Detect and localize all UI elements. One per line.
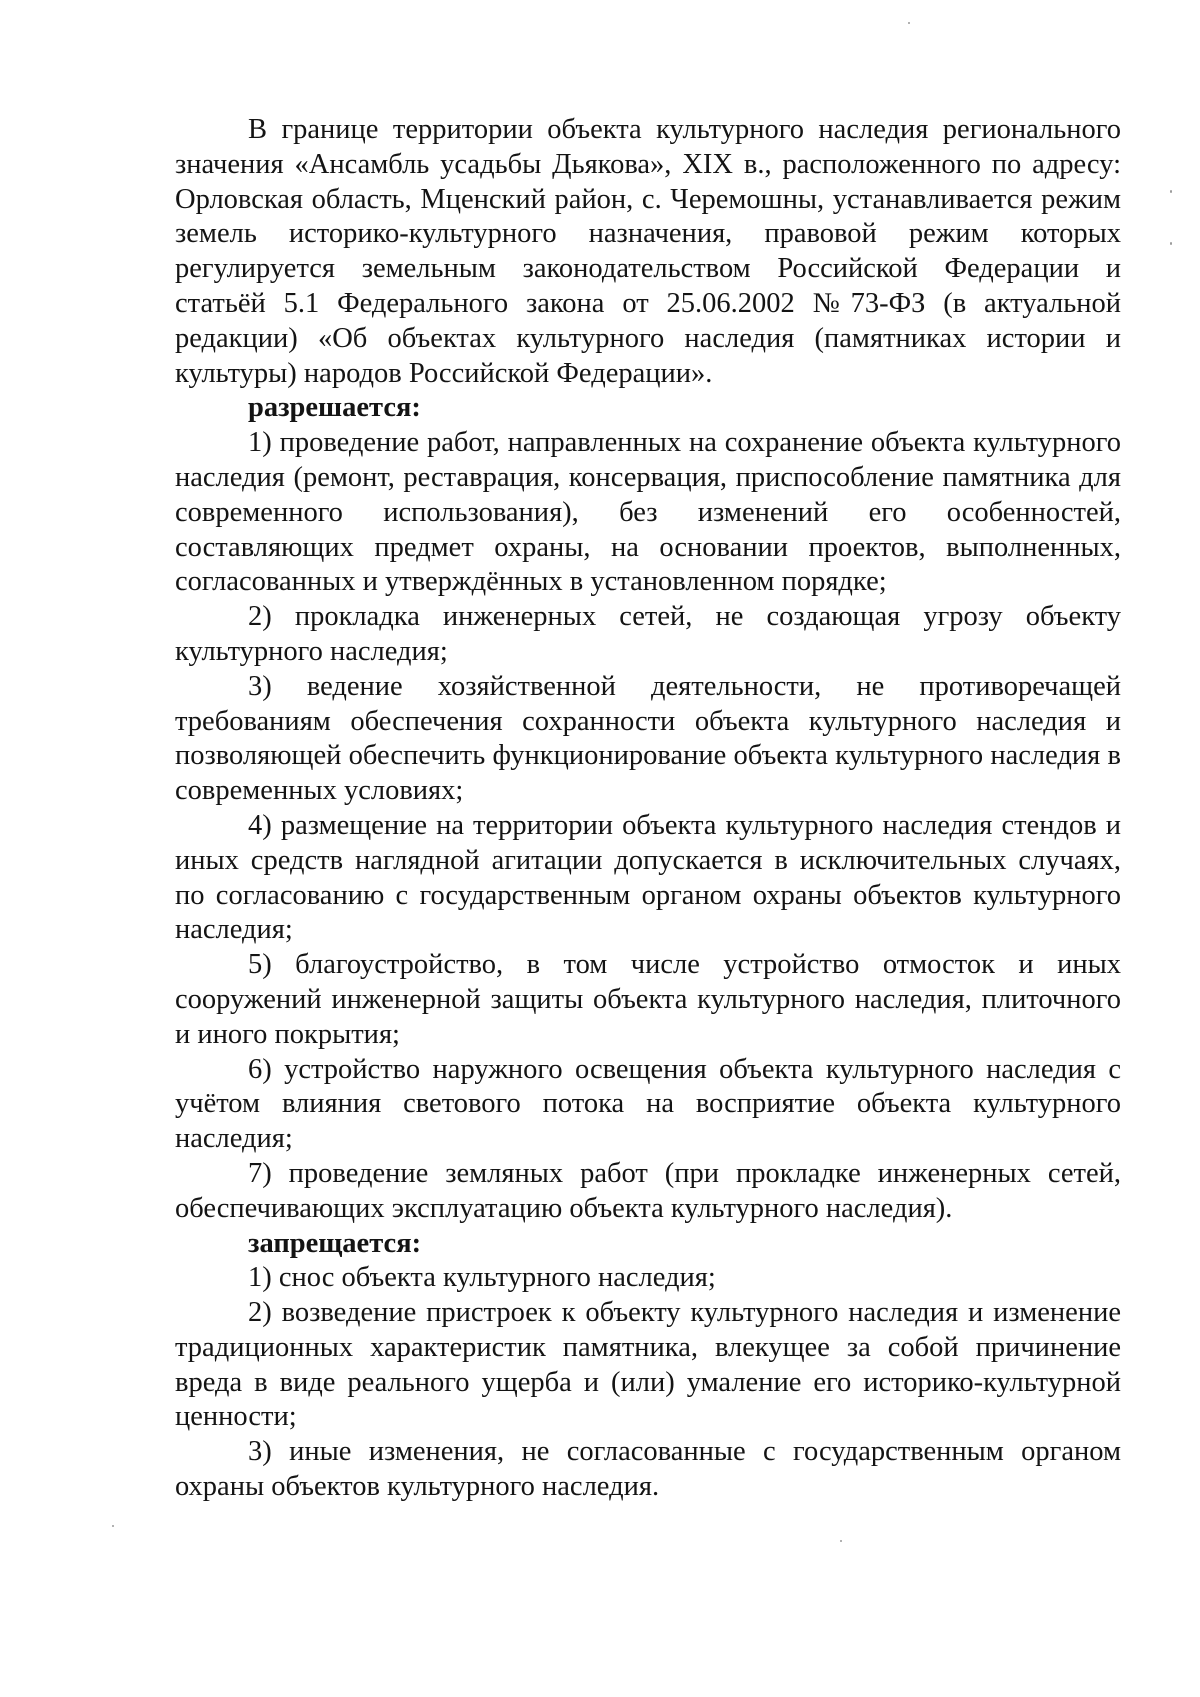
allowed-item-1: 1) проведение работ, направленных на сохранение объекта культурного наследия (ремонт, реставрация, консервация, приспособление памятника для современного использования), без изменений его особенностей, составляющих предмет охраны, на основании проектов, выполненных, согласованных и утверждённых в установленном порядке;	[175, 427, 1121, 598]
allowed-item-6: 6) устройство наружного освещения объекта культурного наследия с учётом влияния светового потока на восприятие объекта культурного наследия;	[175, 1053, 1121, 1155]
allowed-item-5: 5) благоустройство, в том числе устройство отмосток и иных сооружений инженерной защиты объекта культурного наследия, плиточного и иного покрытия;	[175, 949, 1121, 1050]
prohibited-item-1: 1) снос объекта культурного наследия;	[248, 1262, 716, 1294]
prohibited-item-2: 2) возведение пристроек к объекту культурного наследия и изменение традиционных характеристик памятника, влекущее за собой причинение вреда в виде реального ущерба и (или) умаление его историко-культурной ценности;	[175, 1297, 1121, 1433]
allowed-item-7: 7) проведение земляных работ (при прокладке инженерных сетей, обеспечивающих эксплуатацию объекта культурного наследия).	[175, 1157, 1121, 1224]
scan-speck	[1170, 242, 1172, 245]
allowed-item-4: 4) размещение на территории объекта культурного наследия стендов и иных средств наглядной агитации допускается в исключительных случаях, по согласованию с государственным органом охраны объектов культурного наследия;	[175, 809, 1121, 946]
scan-speck	[840, 1540, 842, 1542]
allowed-heading: разрешается:	[248, 392, 421, 424]
scan-speck	[112, 1525, 114, 1527]
prohibited-heading: запрещается:	[248, 1227, 422, 1259]
allowed-item-3: 3) ведение хозяйственной деятельности, не противоречащей требованиям обеспечения сохранности объекта культурного наследия и позволяющей обеспечить функционирование объекта культурного наследия в современных условиях;	[175, 670, 1121, 807]
allowed-item-2: 2) прокладка инженерных сетей, не создающая угрозу объекту культурного наследия;	[175, 601, 1121, 667]
scan-speck	[908, 22, 910, 24]
document-page	[175, 113, 1121, 1505]
scan-speck	[1170, 190, 1172, 193]
prohibited-item-3: 3) иные изменения, не согласованные с государственным органом охраны объектов культурного наследия.	[175, 1436, 1121, 1503]
intro-paragraph: В границе территории объекта культурного наследия регионального значения «Ансамбль усадьбы Дьякова», XIX в., расположенного по адресу: Орловская область, Мценский район, с. Черемошны, устанавливается режим земель историко-культурного назначения, правовой режим которых регулируется земельным законодательством Российской Федерации и статьёй 5.1 Федерального закона от 25.06.2002 №73-ФЗ (в актуальной редакции) «Об объектах культурного наследия (памятниках истории и культуры) народов Российской Федерации».	[175, 114, 1121, 389]
